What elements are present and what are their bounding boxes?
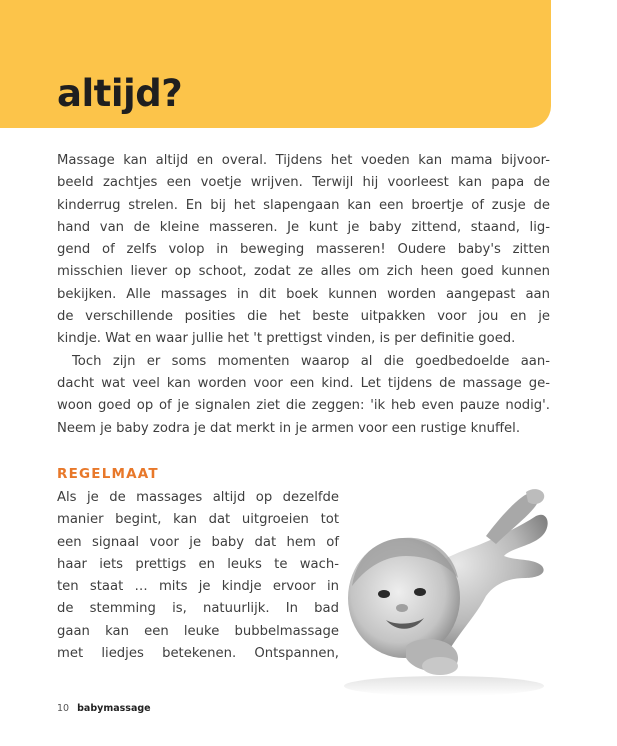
section-line: de stemming is, natuurlijk. In bad — [57, 601, 339, 617]
body-line: dacht wat veel kan worden voor een kind. Let tijdens de massage ge- — [57, 375, 550, 391]
section-line: manier begint, kan dat uitgroeien tot — [57, 512, 339, 528]
section-line: ten staat … mits je kindje ervoor in — [57, 579, 339, 595]
body-line: kinderrug strelen. En bij het slapengaan kan een broertje of zusje de — [57, 197, 550, 213]
floor-shadow — [344, 676, 544, 696]
body-line: misschien liever op schoot, zodat ze alles om zich heen goed kunnen — [57, 264, 550, 280]
body-line: kindje. Wat en waar jullie het 't prettigst vinden, is per definitie goed. — [57, 331, 516, 347]
body-line: gend of zelfs volop in beweging masseren! Oudere baby's zitten — [57, 242, 550, 258]
body-line: Massage kan altijd en overal. Tijdens het voeden kan mama bijvoor- — [57, 153, 550, 168]
baby-eye-right — [414, 588, 426, 596]
body-line: Neem je baby zodra je dat merkt in je armen voor een rustige knuffel. — [57, 420, 521, 436]
section-line: gaan kan een leuke bubbelmassage — [57, 623, 339, 639]
section-line: Als je de massages altijd op dezelfde — [57, 490, 339, 505]
section-heading: REGELMAAT — [57, 466, 159, 482]
section-line: haar iets prettigs en leuks te wach- — [57, 556, 339, 572]
body-paragraphs — [57, 150, 550, 440]
baby-hand — [422, 657, 458, 675]
body-line: woon goed op of je signalen ziet die zeggen: 'ik heb even pauze nodig'. — [57, 398, 550, 414]
section-line: met liedjes betekenen. Ontspannen, — [57, 646, 339, 662]
baby-nose — [396, 604, 408, 612]
body-line: de verschillende posities die het beste uitpakken voor jou en je — [57, 309, 550, 325]
body-line: bekijken. Alle massages in dit boek kunnen worden aangepast aan — [57, 286, 550, 302]
body-line: beeld zachtjes een voetje wrijven. Terwijl hij voorleest kan papa de — [57, 175, 550, 191]
baby-eye-left — [378, 590, 390, 598]
baby-foot — [526, 489, 544, 504]
page-footer — [57, 703, 151, 714]
page-number: 10 — [57, 703, 70, 714]
page-title: altijd? — [57, 72, 183, 115]
book-title: babymassage — [77, 703, 151, 714]
body-line: hand van de kleine masseren. Je kunt je baby zittend, staand, lig- — [57, 219, 550, 235]
section-line: een signaal voor je baby dat hem of — [57, 534, 339, 550]
section-paragraph — [57, 487, 339, 665]
baby-photo — [336, 486, 552, 696]
body-line: Toch zijn er soms momenten waarop al die goedbedoelde aan- — [72, 353, 550, 369]
